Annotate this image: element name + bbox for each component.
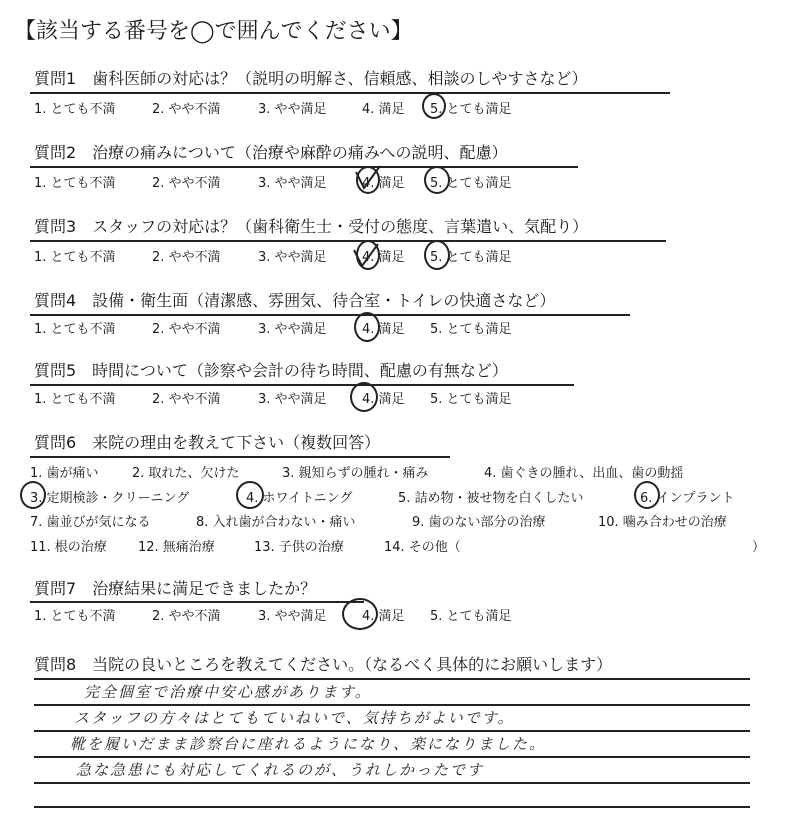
handwritten-answer-1: 完全個室で治療中安心感があります。 xyxy=(84,683,372,701)
q6-option-12[interactable]: 12. 無痛治療 xyxy=(138,540,215,555)
q5-circle-mark xyxy=(350,382,378,412)
q6-option-10[interactable]: 10. 噛み合わせの治療 xyxy=(598,515,727,530)
q7-option-1[interactable]: 1. とても不満 xyxy=(34,609,116,624)
question-1-title: 質問1 歯科医師の対応は？（説明の明解さ、信頼感、相談のしやすさなど） xyxy=(34,69,588,88)
q6-option-13[interactable]: 13. 子供の治療 xyxy=(254,540,344,555)
q7-option-4[interactable]: 4. 満足 xyxy=(362,609,405,624)
answer-line-1 xyxy=(34,678,750,680)
q2-option-5[interactable]: 5. とても満足 xyxy=(430,176,512,191)
answer-line-4 xyxy=(34,756,750,758)
q6-option-5[interactable]: 5. 詰め物・被せ物を白くしたい xyxy=(398,491,584,506)
q1-option-5[interactable]: 5. とても満足 xyxy=(430,102,512,117)
question-8-title: 質問8 当院の良いところを教えてください。（なるべく具体的にお願いします） xyxy=(34,655,613,674)
q5-option-5[interactable]: 5. とても満足 xyxy=(430,392,512,407)
q2-option-3[interactable]: 3. やや満足 xyxy=(258,176,327,191)
q1-option-4[interactable]: 4. 満足 xyxy=(362,102,405,117)
q1-option-1[interactable]: 1. とても不満 xyxy=(34,102,116,117)
q4-option-4[interactable]: 4. 満足 xyxy=(362,322,405,337)
question-2-title: 質問2 治療の痛みについて（治療や麻酔の痛みへの説明、配慮） xyxy=(34,143,508,162)
q6-option-14-close: ） xyxy=(752,540,766,555)
q6-option-2[interactable]: 2. 取れた、欠けた xyxy=(132,466,240,481)
q1-option-2[interactable]: 2. やや不満 xyxy=(152,102,221,117)
answer-line-5 xyxy=(34,782,750,784)
answer-line-2 xyxy=(34,704,750,706)
q3-option-2[interactable]: 2. やや不満 xyxy=(152,250,221,265)
q4-circle-mark xyxy=(354,312,380,342)
q6-option-6[interactable]: 6. インプラント xyxy=(640,491,735,506)
q6-circle-mark-4b xyxy=(236,481,264,509)
q6-option-4[interactable]: 4. 歯ぐきの腫れ、出血、歯の動揺 xyxy=(484,466,684,481)
question-5-underline xyxy=(30,384,574,386)
handwritten-answer-3: 靴を履いだまま診察台に座れるようになり、楽になりました。 xyxy=(70,735,547,753)
q3-check-mark-icon xyxy=(348,238,382,272)
question-2-underline xyxy=(30,166,578,168)
q6-option-4b[interactable]: 4. ホワイトニング xyxy=(246,491,353,506)
question-7-title: 質問7 治療結果に満足できましたか？ xyxy=(34,579,317,598)
q4-option-3[interactable]: 3. やや満足 xyxy=(258,322,327,337)
q3-option-1[interactable]: 1. とても不満 xyxy=(34,250,116,265)
q6-circle-mark-6 xyxy=(634,481,660,509)
q6-circle-mark-3b xyxy=(20,481,46,509)
q7-circle-mark xyxy=(342,598,378,630)
q5-option-2[interactable]: 2. やや不満 xyxy=(152,392,221,407)
q4-option-1[interactable]: 1. とても不満 xyxy=(34,322,116,337)
question-6-underline xyxy=(30,456,450,458)
q2-circle-mark-5 xyxy=(424,166,450,194)
q3-option-4[interactable]: 4. 満足 xyxy=(362,250,405,265)
q7-option-2[interactable]: 2. やや不満 xyxy=(152,609,221,624)
q6-option-11[interactable]: 11. 根の治療 xyxy=(30,540,107,555)
q2-check-mark-icon xyxy=(350,162,384,194)
q7-option-3[interactable]: 3. やや満足 xyxy=(258,609,327,624)
question-6-title: 質問6 来院の理由を教えて下さい（複数回答） xyxy=(34,433,381,452)
page-header: 【該当する番号を◯で囲んでください】 xyxy=(14,19,413,44)
q5-option-3[interactable]: 3. やや満足 xyxy=(258,392,327,407)
q3-option-5[interactable]: 5. とても満足 xyxy=(430,250,512,265)
question-3-title: 質問3 スタッフの対応は？（歯科衛生士・受付の態度、言葉遣い、気配り） xyxy=(34,217,589,236)
handwritten-answer-2: スタッフの方々はとてもていねいで、気持ちがよいです。 xyxy=(74,709,515,727)
q6-option-14[interactable]: 14. その他（ xyxy=(384,540,461,555)
q1-option-3[interactable]: 3. やや満足 xyxy=(258,102,327,117)
q2-option-2[interactable]: 2. やや不満 xyxy=(152,176,221,191)
question-7-underline xyxy=(30,601,364,603)
handwritten-answer-4: 急な急患にも対応してくれるのが、うれしかったです xyxy=(76,761,485,779)
q7-option-5[interactable]: 5. とても満足 xyxy=(430,609,512,624)
q6-option-8[interactable]: 8. 入れ歯が合わない・痛い xyxy=(196,515,356,530)
q6-option-3[interactable]: 3. 親知らずの腫れ・痛み xyxy=(282,466,429,481)
question-4-title: 質問4 設備・衛生面（清潔感、雰囲気、待合室・トイレの快適さなど） xyxy=(34,291,556,310)
q6-option-9[interactable]: 9. 歯のない部分の治療 xyxy=(412,515,546,530)
q6-option-1[interactable]: 1. 歯が痛い xyxy=(30,466,99,481)
q6-option-3b[interactable]: 3. 定期検診・クリーニング xyxy=(30,491,190,506)
q2-option-4[interactable]: 4. 満足 xyxy=(362,176,405,191)
q1-circle-mark xyxy=(422,93,446,119)
q4-option-2[interactable]: 2. やや不満 xyxy=(152,322,221,337)
answer-line-6 xyxy=(34,806,750,808)
q3-circle-mark-5 xyxy=(424,240,450,270)
q2-option-1[interactable]: 1. とても不満 xyxy=(34,176,116,191)
q6-option-7[interactable]: 7. 歯並びが気になる xyxy=(30,515,151,530)
question-1-underline xyxy=(30,92,670,94)
question-5-title: 質問5 時間について（診察や会計の待ち時間、配慮の有無など） xyxy=(34,361,508,380)
answer-line-3 xyxy=(34,730,750,732)
question-4-underline xyxy=(30,314,630,316)
q3-option-3[interactable]: 3. やや満足 xyxy=(258,250,327,265)
q5-option-1[interactable]: 1. とても不満 xyxy=(34,392,116,407)
q5-option-4[interactable]: 4. 満足 xyxy=(362,392,405,407)
q4-option-5[interactable]: 5. とても満足 xyxy=(430,322,512,337)
